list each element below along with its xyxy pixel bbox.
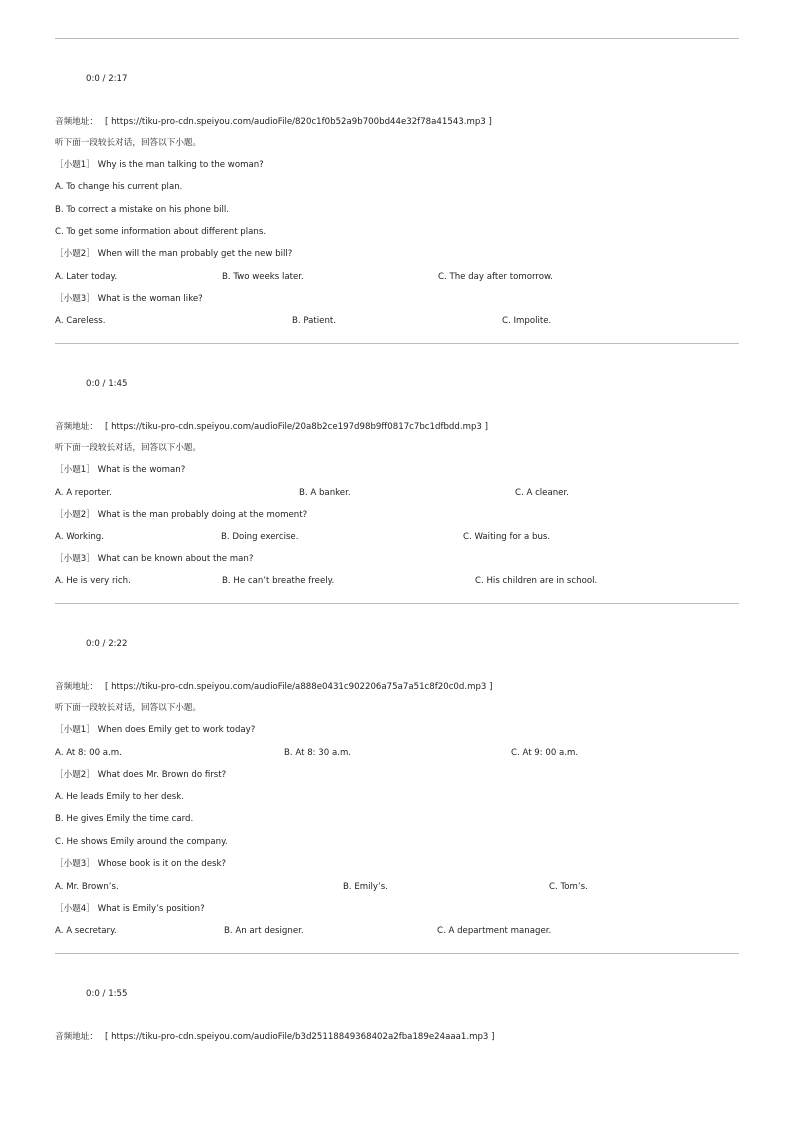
option-c: C. A cleaner. bbox=[515, 488, 569, 498]
option-a: A. A secretary. bbox=[55, 926, 117, 936]
audio-url-link[interactable]: [ https://tiku-pro-cdn.speiyou.com/audioFile/20a8b2ce197d98b9ff0817c7bc1dfbdd.mp3 ] bbox=[105, 422, 488, 432]
question-stem: ［小题1］ When does Emily get to work today? bbox=[55, 725, 256, 735]
option-a: A. Mr. Brown’s. bbox=[55, 882, 119, 892]
option-b: B. At 8: 30 a.m. bbox=[284, 748, 352, 758]
question-stem: ［小题3］ What can be known about the man? bbox=[55, 554, 254, 564]
audio-url-link[interactable]: [ https://tiku-pro-cdn.speiyou.com/audioFile/a888e0431c902206a75a7a51c8f20c0d.mp3 ] bbox=[105, 682, 493, 692]
intro-text: 听下面一段较长对话，回答以下小题。 bbox=[55, 138, 202, 148]
audio-label: 音频地址： bbox=[55, 682, 98, 692]
option-a: A. He leads Emily to her desk. bbox=[55, 792, 184, 802]
option-c: C. He shows Emily around the company. bbox=[55, 837, 228, 847]
option-b: B. Doing exercise. bbox=[221, 532, 299, 542]
divider bbox=[55, 343, 739, 344]
audio-url-link[interactable]: [ https://tiku-pro-cdn.speiyou.com/audioFile/820c1f0b52a9b700bd44e32f78a41543.mp3 ] bbox=[105, 117, 492, 127]
option-a: A. Working. bbox=[55, 532, 104, 542]
option-a: A. At 8: 00 a.m. bbox=[55, 748, 122, 758]
option-b: B. He gives Emily the time card. bbox=[55, 814, 194, 824]
option-b: B. Patient. bbox=[292, 316, 337, 326]
option-b: B. A banker. bbox=[299, 488, 351, 498]
question-stem: ［小题4］ What is Emily’s position? bbox=[55, 904, 205, 914]
option-c: C. To get some information about different plans. bbox=[55, 227, 267, 237]
option-b: B. Emily’s. bbox=[343, 882, 388, 892]
option-c: C. His children are in school. bbox=[475, 576, 598, 586]
audio-time: 0:0 / 2:22 bbox=[86, 639, 128, 649]
intro-text: 听下面一段较长对话，回答以下小题。 bbox=[55, 703, 202, 713]
option-c: C. A department manager. bbox=[437, 926, 552, 936]
question-stem: ［小题2］ What is the man probably doing at the moment? bbox=[55, 510, 308, 520]
option-a: A. To change his current plan. bbox=[55, 182, 183, 192]
option-c: C. The day after tomorrow. bbox=[438, 272, 553, 282]
divider bbox=[55, 953, 739, 954]
option-c: C. Tom’s. bbox=[549, 882, 588, 892]
option-b: B. He can’t breathe freely. bbox=[222, 576, 335, 586]
option-c: C. Impolite. bbox=[502, 316, 552, 326]
audio-time: 0:0 / 1:55 bbox=[86, 989, 128, 999]
divider bbox=[55, 38, 739, 39]
option-a: A. He is very rich. bbox=[55, 576, 131, 586]
option-c: C. At 9: 00 a.m. bbox=[511, 748, 579, 758]
audio-label: 音频地址： bbox=[55, 1032, 98, 1042]
option-a: A. Later today. bbox=[55, 272, 118, 282]
option-a: A. Careless. bbox=[55, 316, 106, 326]
option-c: C. Waiting for a bus. bbox=[463, 532, 551, 542]
option-b: B. Two weeks later. bbox=[222, 272, 304, 282]
question-stem: ［小题2］ When will the man probably get the new bill? bbox=[55, 249, 293, 259]
audio-label: 音频地址： bbox=[55, 117, 98, 127]
question-stem: ［小题3］ What is the woman like? bbox=[55, 294, 203, 304]
audio-time: 0:0 / 1:45 bbox=[86, 379, 128, 389]
divider bbox=[55, 603, 739, 604]
question-stem: ［小题3］ Whose book is it on the desk? bbox=[55, 859, 227, 869]
audio-time: 0:0 / 2:17 bbox=[86, 74, 128, 84]
audio-label: 音频地址： bbox=[55, 422, 98, 432]
option-b: B. To correct a mistake on his phone bill. bbox=[55, 205, 229, 215]
option-a: A. A reporter. bbox=[55, 488, 112, 498]
question-stem: ［小题2］ What does Mr. Brown do first? bbox=[55, 770, 227, 780]
question-stem: ［小题1］ Why is the man talking to the woman? bbox=[55, 160, 264, 170]
option-b: B. An art designer. bbox=[224, 926, 304, 936]
audio-url-link[interactable]: [ https://tiku-pro-cdn.speiyou.com/audioFile/b3d25118849368402a2fba189e24aaa1.mp3 ] bbox=[105, 1032, 495, 1042]
question-stem: ［小题1］ What is the woman? bbox=[55, 465, 186, 475]
intro-text: 听下面一段较长对话，回答以下小题。 bbox=[55, 443, 202, 453]
